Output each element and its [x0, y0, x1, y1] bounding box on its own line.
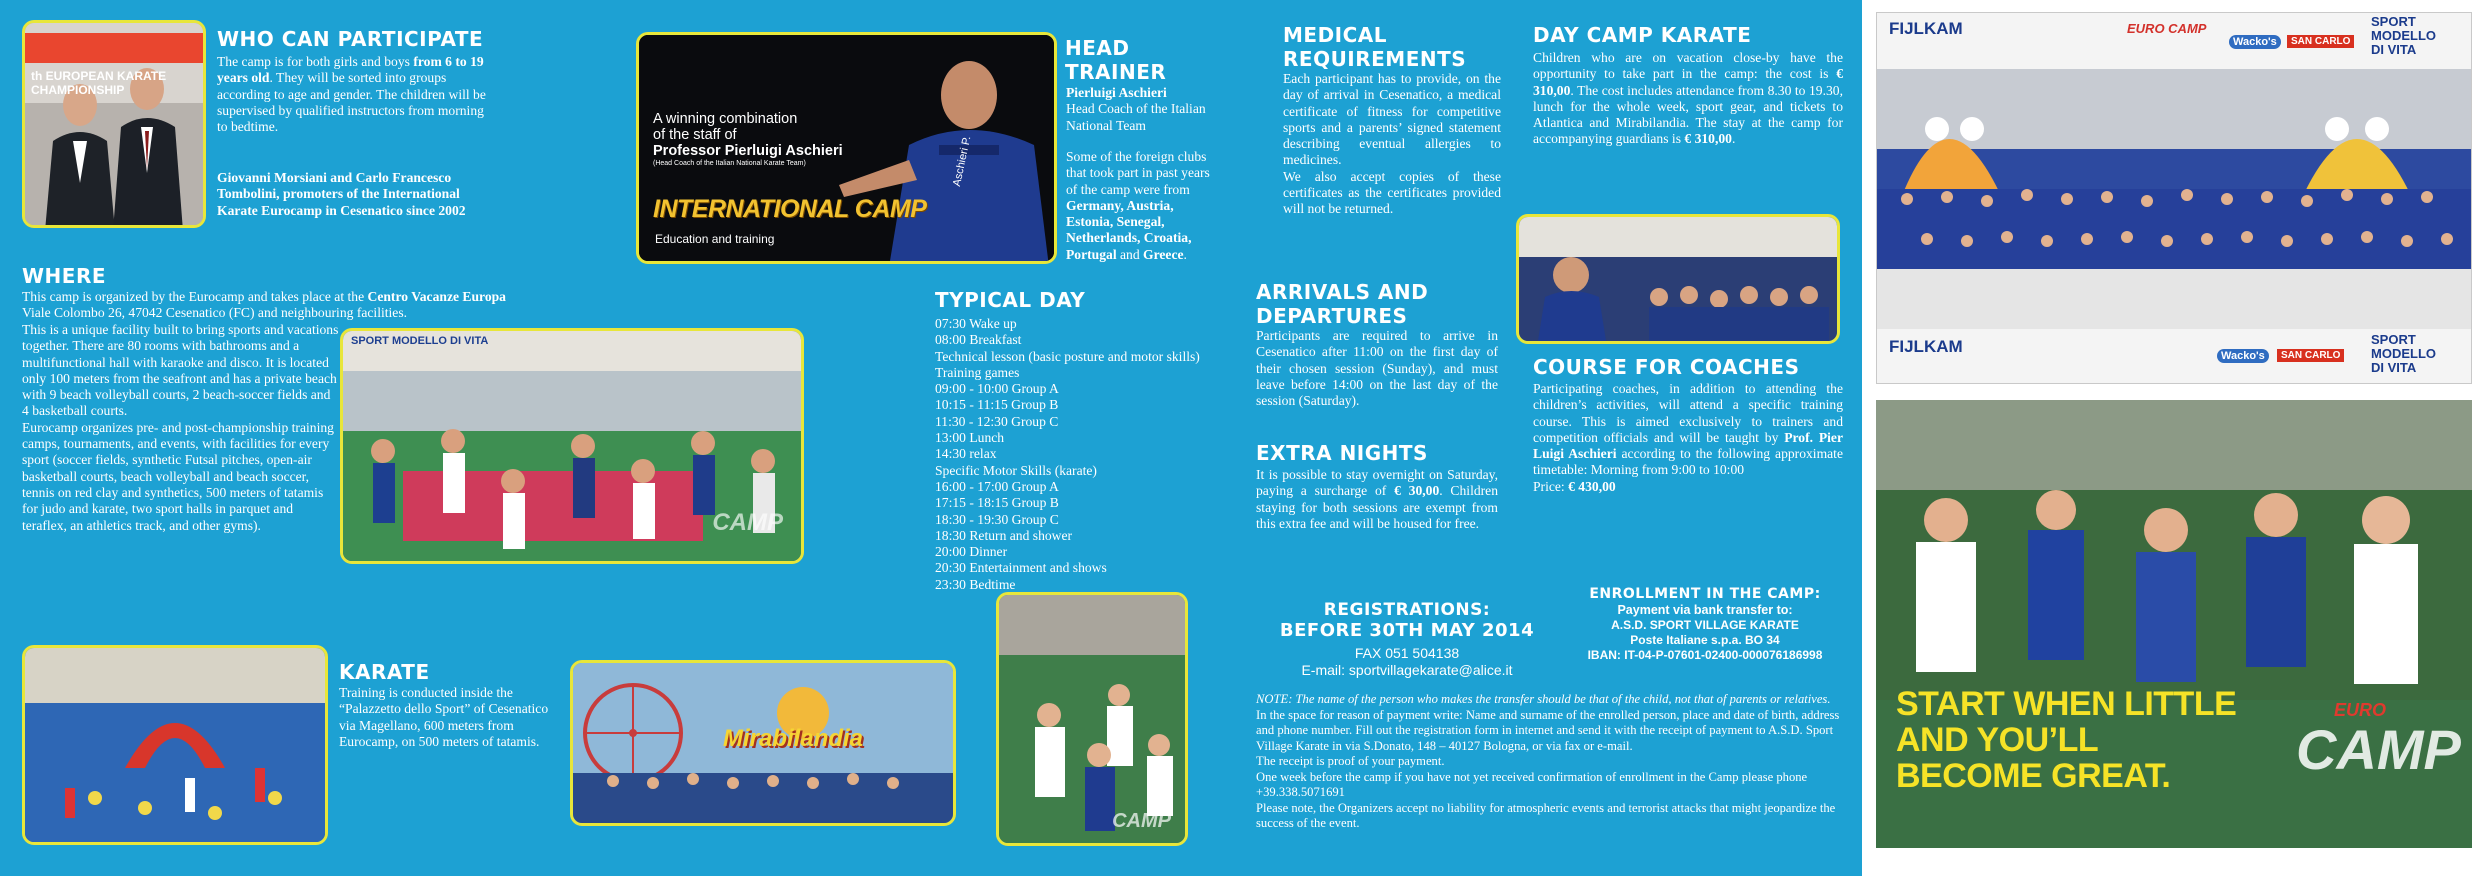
karate-title: KARATE: [339, 660, 430, 684]
head-trainer-title-1: HEAD: [1065, 36, 1130, 60]
schedule-item: Technical lesson (basic posture and motor skills): [935, 348, 1200, 364]
arrivals-title-2: DEPARTURES: [1256, 304, 1408, 328]
where-facility: This is a unique facility built to bring sports and vacations together. There are 80 rooms with bathrooms and a multifunctional hall with karaoke and disco. It is located only 100 meters from the seafront and has a private beach with 9 beach volleyball courts, 2 beach-soccer fields and 4 basketball courts.: [22, 322, 339, 419]
schedule-item: 10:15 - 11:15 Group B: [935, 397, 1059, 413]
schedule-item: 20:00 Dinner: [935, 544, 1008, 560]
sport-modello-b3: DI VITA: [2371, 360, 2417, 375]
coaches-price-label: Price:: [1533, 478, 1569, 494]
schedule-item: 18:30 - 19:30 Group C: [935, 511, 1059, 527]
schedule-item: 07:30 Wake up: [935, 316, 1017, 331]
slogan-line-2: AND YOU’LL: [1896, 721, 2099, 759]
coaches-course-photo: [1516, 214, 1840, 344]
who-title: WHO CAN PARTICIPATE: [217, 27, 484, 51]
euro-camp-logo: EURO CAMP: [2127, 21, 2207, 36]
sport-modello-2: MODELLO: [2371, 28, 2436, 43]
schedule-item: 18:30 Return and shower: [935, 527, 1073, 543]
championship-backdrop-text: th EUROPEAN KARATE CHAMPIONSHIP: [31, 69, 167, 97]
extra-nights-c: . Children staying for both sessions are exempt from this extra fee and will be housed for free.: [1256, 483, 1499, 531]
enrollment-title: ENROLLMENT IN THE CAMP:: [1589, 586, 1821, 602]
schedule-item: 13:00 Lunch: [935, 430, 1005, 446]
where-text-body: [22, 322, 340, 534]
sport-modello-logo: [2371, 15, 2436, 57]
schedule-item: Specific Motor Skills (karate): [935, 462, 1097, 478]
who-text-c: . They will be sorted into groups according to age and gender. The children will be supervised by qualified instructors from morning to bedtime.: [217, 70, 486, 135]
sponsor-strip-bottom: [1877, 329, 2472, 384]
sport-modello-b2: MODELLO: [2371, 346, 2436, 361]
wacko-logo: Wacko's: [2229, 35, 2281, 49]
payment-notes: [1256, 692, 1846, 832]
arrivals-title-1: ARRIVALS AND: [1256, 280, 1429, 304]
wacko-logo-bottom: Wacko's: [2217, 349, 2269, 363]
day-camp-a: Children who are on vacation close-by have the opportunity to take part in the camp: the cost is: [1533, 50, 1843, 82]
kids-training-photo: [996, 592, 1188, 846]
medical-text-2: We also accept copies of these certificates as the certificates provided will not be returned.: [1283, 168, 1501, 217]
san-carlo-logo: SAN CARLO: [2287, 35, 2354, 48]
sport-modello-1: SPORT: [2371, 14, 2416, 29]
schedule-item: 16:00 - 17:00 Group A: [935, 478, 1059, 494]
enrollment-iban: IBAN: IT-04-P-07601-02400-000076186998: [1587, 648, 1823, 662]
foreign-clubs-greece: Greece: [1143, 246, 1184, 262]
trainer-caption: [653, 111, 853, 169]
trainer-caption-2: of the staff of: [653, 127, 737, 143]
fijlkam-logo: FIJLKAM: [1889, 19, 1963, 38]
facility-sign: SPORT MODELLO DI VITA: [351, 335, 489, 347]
where-eurocamp: Eurocamp organizes pre- and post-championship training camps, tournaments, and events, with facilities for every sport (soccer fields, synthetic Futsal pitches, open-air basketball courts, beach volleyball and beach soccer, tennis on red clay and synthetics, 500 meters of tatamis for judo and karate, two sport halls in parquet and teraflex, an athletics track, and other gyms).: [22, 419, 334, 533]
international-camp-logo: INTERNATIONAL CAMP: [653, 195, 927, 223]
cover-logo-camp: CAMP: [2296, 718, 2461, 781]
day-camp-c: . The cost includes attendance from 8.30 to 19.30, lunch for the whole week, sport gear, and tickets to Atlantica and Mirabilandia. The stay at the camp for accompanying guardians is: [1533, 82, 1843, 147]
medical-title-1: MEDICAL: [1283, 23, 1388, 47]
where-text-a: This camp is organized by the Eurocamp and takes place at the: [22, 289, 368, 304]
where-text-top: [22, 289, 536, 322]
kids-training-illustration: [999, 595, 1188, 846]
sponsor-strip-top: [1877, 13, 2472, 69]
where-address: Viale Colombo 26, 47042 Cesenatico (FC) and neighbouring facilities.: [22, 305, 408, 321]
coaches-price: € 430,00: [1568, 478, 1616, 494]
day-camp-cost: € 310,00: [1533, 66, 1843, 98]
arrivals-title: [1256, 280, 1428, 328]
enrollment-line-3: Poste Italiane s.p.a. BO 34: [1630, 633, 1780, 647]
payment-note: NOTE: The name of the person who makes the transfer should be that of the child, not that of parents or relatives.: [1256, 692, 1831, 706]
head-trainer-role: Head Coach of the Italian National Team: [1066, 101, 1206, 133]
who-text-a: The camp is for both girls and boys: [217, 54, 414, 69]
sport-modello-3: DI VITA: [2371, 42, 2417, 57]
typical-day-title: TYPICAL DAY: [935, 288, 1086, 312]
registrations-email: E-mail: sportvillagekarate@alice.it: [1301, 662, 1513, 678]
facility-photo: [340, 328, 804, 564]
karate-text: Training is conducted inside the “Palazzetto dello Sport” of Cesenatico via Magellano, 600 meters from Eurocamp, on 500 meters of tatamis.: [339, 685, 549, 749]
head-trainer-name: Pierluigi Aschieri: [1066, 85, 1167, 100]
registrations-deadline: BEFORE 30TH MAY 2014: [1279, 620, 1535, 641]
facility-camp-watermark: CAMP: [712, 509, 783, 536]
coaches-course-illustration: [1519, 217, 1840, 344]
payment-receipt: The receipt is proof of your payment.: [1256, 754, 1445, 768]
where-venue: Centro Vacanze Europa: [367, 289, 506, 304]
foreign-clubs-and: and: [1116, 246, 1144, 262]
medical-text-1: Each participant has to provide, on the day of arrival in Cesenatico, a medical certificate of fitness for competitive sports and a parents’ signed statement describing eventual allergies to medicines.: [1283, 71, 1501, 168]
head-trainer-title: [1065, 36, 1166, 84]
promoters-caption-text: Giovanni Morsiani and Carlo Francesco Tombolini, promoters of the International Karate Eurocamp in Cesenatico since 2002: [217, 170, 466, 218]
typical-day-schedule: [935, 316, 1225, 593]
enrollment-line-1: Payment via bank transfer to:: [1617, 603, 1793, 617]
mirabilandia-logo: Mirabilandia: [723, 725, 864, 752]
extra-nights-a: It is possible to stay overnight on Saturday, paying a surcharge of: [1256, 467, 1498, 499]
eurocamp-cover-logo: [2296, 700, 2461, 779]
fijlkam-logo-bottom: FIJLKAM: [1889, 337, 1963, 356]
payment-instructions: In the space for reason of payment write: Name and surname of the enrolled person, place and date of birth, address and phone number. Fill out the registration form in internet and send it with the receipt of payment to A.S.D. Sport Village Karate in via S.Donato, 148 – 40127 Bologna, or via fax or e-mail.: [1256, 707, 1840, 753]
slogan-line-1: START WHEN LITTLE: [1896, 685, 2237, 723]
day-camp-text: [1533, 50, 1843, 148]
schedule-item: Training games: [935, 364, 1020, 380]
extra-nights-price: € 30,00: [1394, 483, 1440, 499]
medical-title: [1283, 23, 1466, 71]
cover-photo: [1876, 400, 2472, 848]
coaches-a: Participating coaches, in addition to attending the children’s activities, will attend a specific training course. This is aimed exclusively to trainers and competition officials and will be taught by: [1533, 381, 1843, 445]
slogan-line-3: BECOME GREAT.: [1896, 757, 2171, 795]
arrivals-text: Participants are required to arrive in Cesenatico after 11:00 on the first day of their chosen session (Sunday), and must leave before 14:00 on the last day of the session (Saturday).: [1256, 328, 1498, 409]
trainer-caption-3: Professor Pierluigi Aschieri: [653, 143, 843, 159]
extra-nights-text: [1256, 467, 1498, 532]
day-camp-guardian-cost: € 310,00: [1684, 131, 1732, 147]
coaches-price-line: [1533, 479, 1843, 495]
trainer-caption-1: A winning combination: [653, 111, 798, 127]
promoters-photo: [22, 20, 206, 228]
cover-slogan: [1896, 686, 2236, 794]
schedule-item: 14:30 relax: [935, 446, 997, 462]
cover-logo-euro: EURO: [2334, 700, 2387, 720]
trainer-caption-4: (Head Coach of the Italian National Karate Team): [653, 160, 806, 167]
schedule-item: 11:30 - 12:30 Group C: [935, 413, 1059, 429]
head-trainer-info: [1066, 85, 1216, 134]
coaches-teacher: Prof. Pier Luigi Aschieri: [1533, 429, 1843, 462]
education-training-tag: Education and training: [655, 232, 775, 246]
foreign-clubs-text: [1066, 149, 1221, 263]
crowd-illustration: [1877, 69, 2472, 329]
extra-nights-title: EXTRA NIGHTS: [1256, 441, 1428, 465]
sport-modello-logo-bottom: [2371, 333, 2436, 375]
head-trainer-photo: [636, 32, 1057, 264]
enrollment-line-2: A.S.D. SPORT VILLAGE KARATE: [1611, 618, 1799, 632]
day-camp-e: .: [1731, 131, 1736, 147]
foreign-clubs-countries: Germany, Austria, Estonia, Senegal, Netherlands, Croatia, Portugal: [1066, 197, 1192, 262]
foreign-clubs-a: Some of the foreign clubs that took part in past years of the camp were from: [1066, 149, 1210, 197]
where-title: WHERE: [22, 264, 107, 288]
kids-camp-watermark: CAMP: [1112, 810, 1171, 832]
schedule-item: 09:00 - 10:00 Group A: [935, 381, 1059, 397]
payment-confirmation: One week before the camp if you have not yet received confirmation of enrollment in the Camp please phone +39.338.5071691: [1256, 769, 1808, 799]
schedule-item: 23:30 Bedtime: [935, 576, 1016, 592]
registrations-fax: FAX 051 504138: [1354, 645, 1460, 661]
karate-hall-illustration: [25, 648, 328, 845]
who-age-range: from 6 to 19 years old: [217, 54, 484, 86]
foreign-clubs-end: .: [1183, 246, 1187, 262]
payment-disclaimer: Please note, the Organizers accept no liability for atmospheric events and terrorist attacks that might jeopardize the success of the event.: [1256, 800, 1836, 830]
mirabilandia-photo: [570, 660, 956, 826]
karate-hall-photo: [22, 645, 328, 845]
medical-text: [1283, 71, 1501, 218]
registrations-title: REGISTRATIONS:: [1323, 600, 1491, 620]
head-trainer-title-2: TRAINER: [1065, 60, 1167, 84]
san-carlo-logo-bottom: SAN CARLO: [2277, 349, 2344, 362]
schedule-item: 20:30 Entertainment and shows: [935, 560, 1107, 576]
promoters-illustration: [25, 23, 206, 228]
schedule-item: 17:15 - 18:15 Group B: [935, 495, 1059, 511]
medical-title-2: REQUIREMENTS: [1283, 47, 1467, 71]
schedule-item: 08:00 Breakfast: [935, 332, 1022, 348]
registrations-block: [1272, 600, 1542, 679]
trainer-shirt-name: Aschieri P.: [951, 134, 974, 188]
coaches-text: [1533, 381, 1843, 495]
coaches-c: according to the following approximate timetable: Morning from 9:00 to 10:00: [1533, 446, 1843, 478]
coaches-title: COURSE FOR COACHES: [1533, 355, 1800, 379]
enrollment-block: [1560, 586, 1850, 663]
sport-modello-b1: SPORT: [2371, 332, 2416, 347]
cover-panel: [1862, 0, 2480, 876]
day-camp-title: DAY CAMP KARATE: [1533, 23, 1752, 47]
event-banner-photo: [1876, 12, 2472, 384]
promoters-caption: [217, 170, 487, 219]
who-text: [217, 54, 487, 135]
